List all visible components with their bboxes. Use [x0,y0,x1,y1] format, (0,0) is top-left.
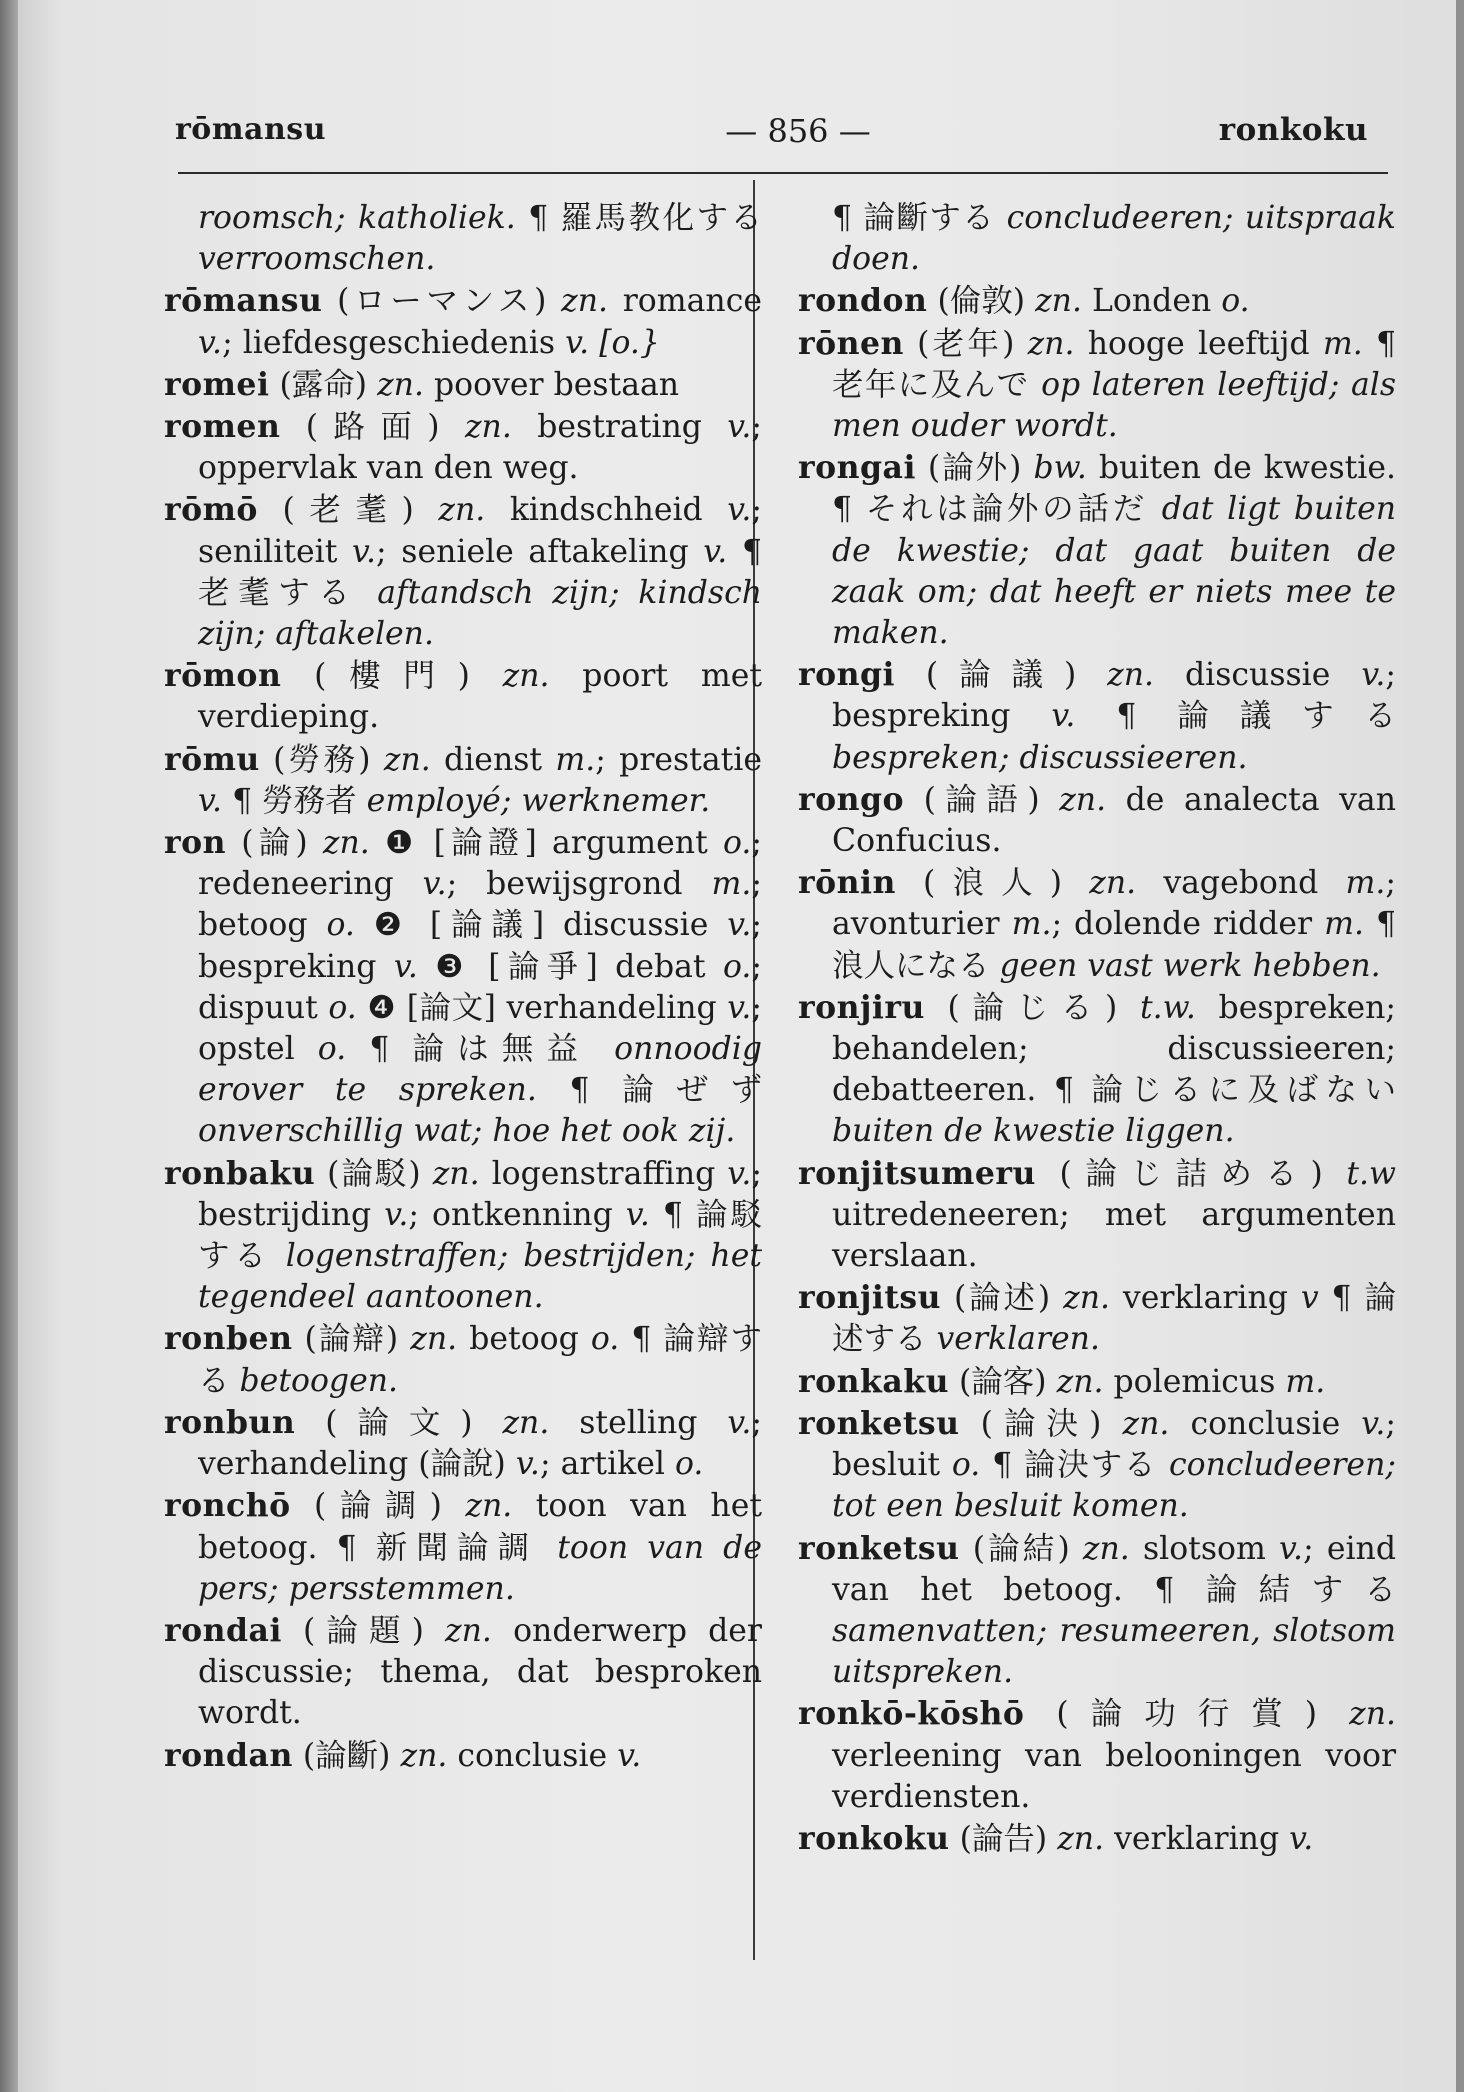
entry-text: ; seniliteit [198,492,762,570]
entry-text: ¶ 論辯する [198,1321,762,1399]
italic-text: v. [565,324,590,361]
dictionary-entry [164,739,762,822]
headword: ronjitsumeru [798,1154,1036,1192]
dictionary-entry [164,198,762,280]
entry-text: (老年) [903,325,1028,362]
italic-text: onverschillig wat; hoe het ook zij. [198,1113,736,1150]
italic-text: onnoodig erover te spreken. [198,1031,762,1109]
italic-text: v [1300,1280,1319,1317]
italic-text: o. [328,989,357,1026]
headword: ronjitsu [798,1279,942,1317]
italic-text: geen vast werk hebben. [999,947,1381,984]
entry-text: (ローマンス) [322,283,562,320]
dictionary-entry [164,406,762,489]
dictionary-entry [798,1153,1396,1278]
italic-text: employé; werknemer. [366,782,711,819]
entry-text: ¶ 論駁する [198,1196,762,1275]
entry-text: (論調) [290,1488,466,1525]
entry-text: poover bestaan [423,366,680,403]
entry-text: ¶ 論議する [1075,698,1396,735]
dictionary-entry [164,822,762,1153]
dictionary-entry [798,987,1396,1153]
italic-text: op lateren leeftijd; als men ouder wordt. [832,366,1397,445]
left-guide-word: rōmansu [175,112,327,147]
entry-text: ; seniele aftakeling [376,533,704,570]
italic-text: m. [1324,906,1364,943]
dictionary-entry [164,1485,762,1610]
entry-text: ; dolende ridder [1051,906,1325,943]
dictionary-entry [164,1153,762,1319]
headword: rondon [798,282,928,320]
headword: rongo [798,780,905,818]
dictionary-entry [164,489,762,655]
entry-text: ; bespreking [198,907,762,985]
entry-text: ¶ 論は無益 [346,1031,615,1068]
entry-text: ; artikel [539,1446,675,1483]
entry-text: ; dispuut [198,948,762,1026]
entry-text: ¶ 羅馬教化する [528,200,762,236]
entry-text: verleening van belooningen voor verdiensten. [832,1737,1396,1815]
right-column [798,198,1396,1860]
entry-text: romance [608,283,762,320]
entry-text: ❷ [論議] discussie [354,907,728,944]
headword: ronchō [164,1487,291,1525]
dictionary-entry [798,1277,1396,1360]
italic-text: v. [727,1404,752,1441]
entry-text: ; verhandeling (論說) [198,1404,763,1483]
entry-text: ; liefdesgeschiedenis [222,324,566,361]
italic-text: m. [1322,325,1363,362]
dictionary-entry [798,1818,1396,1860]
entry-text: betoog [457,1321,591,1358]
page-edge-shadow [0,0,18,2092]
entry-text: (論駁) [315,1155,433,1192]
italic-text: zn. [445,1612,492,1649]
italic-text: t.w [1346,1155,1396,1192]
dictionary-entry [798,779,1396,862]
italic-text: v. [198,782,223,819]
headword: ronketsu [798,1404,960,1442]
entry-text: (路面) [280,409,465,446]
italic-text: v. [727,907,752,944]
italic-text: v. [1278,1530,1304,1567]
entry-text: toon van het betoog. ¶ 新聞論調 [198,1488,762,1566]
italic-text: v. [703,533,728,570]
entry-text: polemicus [1103,1363,1286,1400]
italic-text: zn. [383,741,431,778]
entry-text [589,325,599,361]
italic-text: verroomschen. [198,241,436,278]
headword: romei [164,365,270,403]
italic-text: [o.} [599,324,660,361]
entry-text: ; avonturier [832,865,1396,943]
italic-text: dat ligt buiten de kwestie; dat gaat buiten de zaak om; dat heeft er niets mee te maken. [832,491,1396,652]
italic-text: zn. [1089,865,1137,902]
headword: rondan [164,1736,293,1774]
entry-text: discussie [1154,657,1362,694]
italic-text: v. [1051,698,1076,735]
italic-text: v. [727,409,752,446]
entry-text: (勞務) [259,741,384,778]
entry-text: ; oppervlak van den weg. [198,409,762,487]
headword: ron [164,824,227,862]
italic-text: o. [674,1446,704,1483]
entry-text: Londen [1081,283,1222,320]
italic-text: concludeeren; uitspraak doen. [832,200,1396,278]
italic-text: v. [617,1737,642,1774]
headword: rōnen [798,324,904,362]
dictionary-entry [798,280,1396,322]
entry-text: (論告) [949,1820,1058,1857]
headword: rōmō [164,491,258,529]
italic-text: logenstraffen; bestrijden; het tegendeel aantoonen. [198,1238,762,1316]
entry-text: ; besluit [832,1405,1396,1484]
entry-text: verklaring [1110,1280,1301,1317]
italic-text: concludeeren; tot een besluit komen. [832,1447,1396,1525]
entry-text: ❸ [論爭] debat [417,948,723,985]
entry-text: ¶ 論斷する [832,200,1007,236]
italic-text: zn. [1082,1530,1130,1567]
italic-text: m. [555,741,596,778]
headword: ronkaku [798,1362,949,1400]
italic-text: zn. [1059,781,1107,818]
entry-text: (論じ詰める) [1035,1155,1347,1192]
italic-text: roomsch; katholiek. [198,200,529,236]
entry-text: de analecta van Confucius. [832,781,1396,860]
italic-text: v. [1361,1405,1386,1442]
italic-text: zn. [322,825,370,862]
entry-text: ¶ 論決する [980,1447,1170,1484]
dictionary-entry [164,1610,762,1735]
entry-text: ; eind van het betoog. ¶ 論結する [832,1530,1397,1608]
italic-text: v. [515,1446,540,1483]
italic-text: bw. [1033,450,1087,487]
entry-text: ; ontkenning [408,1196,626,1233]
left-column [164,198,762,1777]
italic-text: o. [1221,283,1250,320]
entry-text: ¶ 論述する [832,1280,1396,1358]
entry-text: (論客) [948,1363,1057,1400]
italic-text: toon van de pers; persstemmen. [198,1529,762,1607]
dictionary-entry [798,198,1396,280]
italic-text: zn. [464,409,512,446]
entry-text: (論辯) [292,1321,411,1358]
italic-text: betoogen. [239,1362,399,1399]
entry-text: ; bespreking [832,657,1397,735]
headword: romen [164,408,281,446]
entry-text: stelling [549,1404,728,1441]
entry-text: ; redeneering [198,825,762,903]
entry-text: logenstraffing [479,1155,728,1192]
italic-text: samenvatten; resumeeren, slotsom uitspreken. [832,1612,1396,1691]
italic-text: o. [590,1321,620,1358]
italic-text: o. [722,948,752,985]
italic-text: o. [326,907,355,944]
entry-text: bespreken; behandelen; discussieeren; debatteeren. ¶ 論じるに及ばない [832,989,1396,1109]
dictionary-entry [798,1528,1396,1694]
headword: rōmansu [164,282,323,320]
running-head [18,112,1456,152]
right-guide-word: ronkoku [1218,112,1368,148]
italic-text: v. [625,1196,650,1233]
headword: ronketsu [798,1529,960,1567]
entry-text: bestrating [511,409,728,446]
entry-text: ; opstel [198,989,762,1068]
headword: rongi [798,656,895,694]
dictionary-entry [798,323,1396,448]
entry-text: ¶ 老年に及んで [832,325,1396,403]
italic-text: m. [1285,1363,1326,1400]
italic-text: zn. [502,658,550,695]
italic-text: m. [711,866,752,903]
dictionary-entry [164,655,762,738]
entry-text: (倫敦) [927,283,1036,320]
italic-text: m. [1011,906,1052,943]
italic-text: v. [422,866,447,903]
entry-text: (露命) [269,366,378,403]
entry-text: (論結) [959,1530,1083,1567]
italic-text: zn. [465,1488,513,1525]
italic-text: aftandsch zijn; kindsch zijn; aftakelen. [198,574,762,653]
entry-text: (論斷) [292,1737,401,1774]
entry-text: ; betoog [198,866,762,944]
italic-text: zn. [1063,1280,1111,1317]
entry-text: (論外) [915,450,1034,487]
entry-text: conclusie [447,1737,618,1774]
entry-text: ❶ [論證] argument [369,825,723,862]
headword: rōmon [164,657,282,695]
italic-text: o. [951,1447,981,1484]
italic-text: zn. [377,366,424,403]
entry-text: uitredeneeren; met argumenten verslaan. [832,1196,1396,1275]
headword: ronjiru [798,988,925,1026]
entry-text: ¶ 老耄する [198,533,762,611]
italic-text: m. [1345,865,1386,902]
headword: ronkō-kōshō [798,1695,1025,1733]
headword: rongai [798,449,916,487]
italic-text: zn. [502,1404,550,1441]
italic-text: buiten de kwestie liggen. [832,1113,1235,1150]
entry-text: onderwerp der discussie; thema, dat besproken wordt. [198,1612,762,1732]
entry-text: ; bestrijding [198,1155,762,1233]
dictionary-entry [164,364,762,406]
italic-text: o. [317,1031,347,1068]
italic-text: v. [1361,657,1386,694]
headword: rondai [164,1611,282,1649]
entry-text: hooge leeftijd [1074,325,1323,362]
dictionary-page [18,0,1456,2092]
italic-text: bespreken; discussieeren. [832,739,1248,776]
italic-text: verklaren. [936,1321,1100,1358]
italic-text: zn. [561,283,609,320]
entry-text: (樓門) [281,658,503,695]
headword: ronbun [164,1403,296,1441]
entry-text: buiten de kwestie. ¶ それは論外の話だ [832,450,1397,528]
headword: ronben [164,1320,293,1358]
entry-text: ¶ 論ぜず [536,1072,762,1109]
entry-text: (論議) [895,657,1108,694]
entry-text: (論) [226,825,323,862]
dictionary-entry [798,1361,1396,1403]
header-rule [178,172,1388,174]
italic-text: v. [727,989,752,1026]
entry-text: dienst [430,741,556,778]
entry-text: ; bewijsgrond [446,866,712,903]
dictionary-entry [798,1693,1396,1818]
entry-text: ❹ [論文] verhandeling [356,989,728,1026]
entry-text: kindschheid [485,492,728,529]
italic-text: v. [1289,1820,1314,1857]
entry-text: (老耄) [257,492,439,529]
italic-text: zn. [432,1155,480,1192]
italic-text: v. [351,533,377,570]
headword: rōnin [798,864,896,902]
dictionary-entry [164,1402,762,1485]
entry-text: conclusie [1169,1405,1362,1442]
entry-text: (論功行賞) [1024,1696,1350,1733]
entry-text: (論語) [904,781,1060,818]
dictionary-entry [798,654,1396,779]
entry-text: slotsom [1129,1530,1279,1567]
italic-text: zn. [410,1321,458,1358]
italic-text: zn. [438,492,486,529]
italic-text: v. [393,948,418,985]
headword: ronkoku [798,1819,950,1857]
italic-text: zn. [1035,283,1082,320]
italic-text: v. [727,1155,752,1192]
headword: ronbaku [164,1154,316,1192]
italic-text: zn. [1107,657,1155,694]
dictionary-entry [164,1318,762,1401]
entry-text: (浪人) [895,865,1090,902]
italic-text: o. [722,825,752,862]
entry-text: (論決) [959,1405,1123,1442]
italic-text: zn. [1057,1820,1105,1857]
entry-text: ¶ 勞務者 [222,782,367,819]
italic-text: zn. [1349,1696,1396,1733]
italic-text: t.w. [1139,989,1196,1026]
entry-text: poort met verdieping. [198,658,762,736]
dictionary-entry [164,280,762,363]
entry-text: (論文) [295,1404,503,1441]
dictionary-entry [798,1403,1396,1528]
italic-text: zn. [1056,1363,1104,1400]
entry-text: vagebond [1136,865,1346,902]
italic-text: v. [384,1196,409,1233]
entry-text: (論じる) [924,989,1140,1026]
entry-text: (論題) [281,1612,446,1649]
entry-text: verklaring [1104,1820,1290,1857]
headword: rōmu [164,740,260,778]
italic-text: v. [198,324,223,361]
entry-text: ; prestatie [595,741,762,778]
italic-text: zn. [1027,325,1075,362]
dictionary-entry [164,1735,762,1777]
italic-text: zn. [1122,1405,1170,1442]
dictionary-entry [798,447,1396,654]
italic-text: zn. [400,1737,448,1774]
entry-text: ¶ 浪人になる [832,906,1396,984]
page-number: — 856 — [725,112,871,150]
italic-text: v. [727,492,752,529]
dictionary-entry [798,862,1396,987]
entry-text: (論述) [941,1280,1064,1317]
